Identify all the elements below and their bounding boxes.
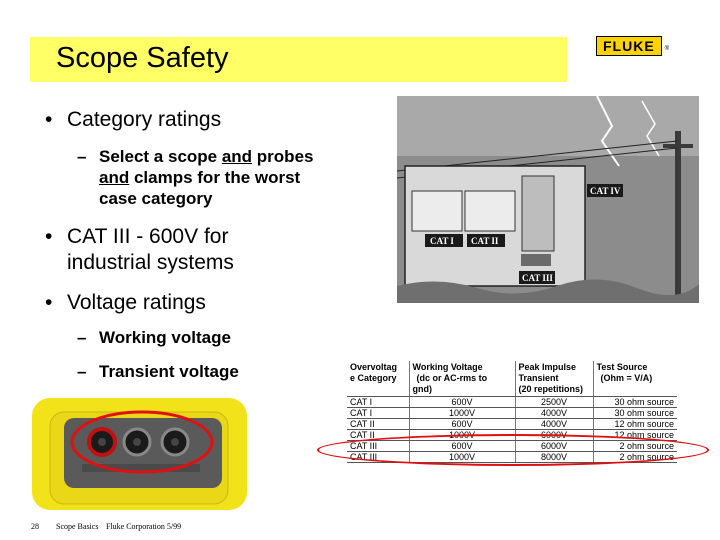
cell-test-source: 12 ohm source — [593, 419, 677, 430]
cell-category: CAT II — [347, 419, 409, 430]
header-test-source: Test Source (Ohm = V/A) — [593, 361, 677, 397]
bullet-dot: • — [45, 291, 53, 314]
distribution-panel — [522, 176, 554, 251]
cat-ii-label: CAT II — [471, 236, 499, 246]
cell-test-source: 30 ohm source — [593, 397, 677, 408]
cell-peak-impulse: 8000V — [515, 452, 593, 463]
pole-crossarm — [663, 144, 693, 148]
header-category: Overvoltag e Category — [347, 361, 409, 397]
cell-working-voltage: 600V — [409, 419, 515, 430]
cat-i-label: CAT I — [430, 236, 454, 246]
jack-hole — [98, 438, 106, 446]
sub-bullet-transient-voltage — [77, 361, 337, 382]
sub-bullet-select-scope — [77, 146, 367, 210]
bullet-text-line-2: industrial systems — [67, 251, 234, 274]
table-row — [347, 419, 677, 430]
bullet-category-ratings — [45, 107, 345, 133]
sub-line-2: and clamps for the worst — [99, 168, 301, 187]
cell-peak-impulse: 6000V — [515, 441, 593, 452]
footer-course: Scope Basics — [56, 522, 99, 531]
cell-test-source: 2 ohm source — [593, 452, 677, 463]
cell-working-voltage: 1000V — [409, 408, 515, 419]
cell-category: CAT II — [347, 430, 409, 441]
category-zones-illustration — [397, 96, 699, 303]
cell-peak-impulse: 4000V — [515, 408, 593, 419]
dash-marker: – — [77, 147, 87, 166]
header-peak-impulse: Peak Impulse Transient (20 repetitions) — [515, 361, 593, 397]
fluke-logo — [596, 35, 688, 57]
cell-working-voltage: 600V — [409, 441, 515, 452]
dash-marker: – — [77, 362, 87, 381]
bullet-cat-iii — [45, 224, 345, 276]
bullet-text: Voltage ratings — [67, 291, 206, 314]
cell-working-voltage: 1000V — [409, 430, 515, 441]
bullet-text-line-1: CAT III - 600V for — [67, 225, 229, 248]
utility-pole — [675, 131, 681, 301]
cell-working-voltage: 1000V — [409, 452, 515, 463]
jack-hole — [171, 438, 179, 446]
cell-category: CAT III — [347, 452, 409, 463]
bullet-dot: • — [45, 225, 53, 248]
cell-peak-impulse: 4000V — [515, 419, 593, 430]
office-room — [412, 191, 462, 231]
meter-box — [521, 254, 551, 266]
cell-test-source: 2 ohm source — [593, 441, 677, 452]
cat-iv-label: CAT IV — [590, 186, 621, 196]
cat-iii-label: CAT III — [522, 273, 553, 283]
scope-meter-drawing — [32, 398, 247, 510]
cell-category: CAT I — [347, 408, 409, 419]
footer-page-number: 28 — [31, 522, 39, 531]
sub-text: Transient voltage — [99, 362, 239, 381]
logo-registered-mark: ® — [664, 46, 670, 52]
logo-text: FLUKE — [596, 36, 662, 56]
cell-working-voltage: 600V — [409, 397, 515, 408]
bullet-dot: • — [45, 108, 53, 131]
category-zones-drawing — [397, 96, 699, 303]
slide-title: Scope Safety — [56, 42, 229, 74]
bullet-voltage-ratings — [45, 290, 345, 316]
jack-hole — [133, 438, 141, 446]
footer-company: Fluke Corporation 5/99 — [106, 522, 182, 531]
sub-line-1: Select a scope and probes — [99, 147, 314, 166]
cell-test-source: 12 ohm source — [593, 430, 677, 441]
header-working-voltage: Working Voltage (dc or AC-rms to gnd) — [409, 361, 515, 397]
cat-iii-highlight-ellipse — [317, 434, 709, 466]
cell-peak-impulse: 6000V — [515, 430, 593, 441]
table-row — [347, 408, 677, 419]
bullet-text: Category ratings — [67, 108, 222, 131]
office-room — [465, 191, 515, 231]
sub-text: Working voltage — [99, 328, 231, 347]
dash-marker: – — [77, 328, 87, 347]
cell-test-source: 30 ohm source — [593, 408, 677, 419]
sub-line-3: case category — [99, 189, 213, 208]
cell-category: CAT I — [347, 397, 409, 408]
cell-peak-impulse: 2500V — [515, 397, 593, 408]
table-header-row — [347, 361, 677, 397]
cell-category: CAT III — [347, 441, 409, 452]
sub-bullet-working-voltage — [77, 327, 337, 348]
table-row — [347, 397, 677, 408]
scope-meter-image — [32, 398, 247, 510]
